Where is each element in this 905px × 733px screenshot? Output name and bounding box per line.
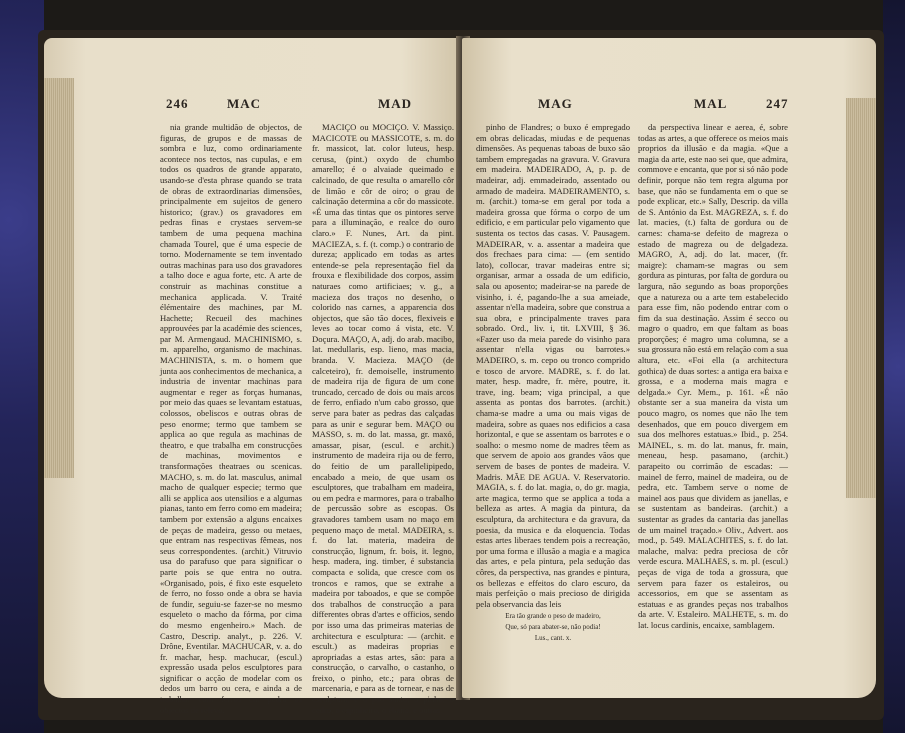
column-text: pinho de Flandres; o buxo é empregado em obras delicadas, miudas e de pequenas dimensões. As pequenas taboas de buxo são tambem empregadas na gravura. V. Gravura em madeira. MADEIRADO, A, p. p. de madeirar, adj. emmadeirado, assentado ou armado de madeira. MADEIRAMENTO, s. m. (archit.) toma-se em geral por toda a madeira grossa que fórma o corpo de um edificio, e em particular pelo vigamento que sustenta os tectos das casas. V. Pausagem. MADEIRAR, v. a. assentar a madeira que dos frechaes para cima: — (em sentido lato), collocar, travar madeiras entre si; organisar, armar a ossada de um edificio, sala ou aposento; madeirar-se na parede de visinho, i. é, pagando-lhe a sua ameiade, assentar n'ella madeira, sobre que construa a sua obra, e principalmente traves para sobrado. Ord., liv. i, tit. LXVIII, § 36. «Fazer uso da meia parede do visinho para assentar n'ella vigas ou barrotes.» MADEIRO, s. m. cepo ou tronco comprido e tosco de arvore. MADRE, s. f. do lat. mater, hesp. madre, fr. mère, poutre, it. trave, ing. beam; viga principal, a que assenta as pontas dos barrotes. (archit.) chama-se madre a uma ou mais vigas de madeira, sobre as quaes nos edificios a casa horizontal, e que se assentam os barrotes e o soalho: o mesmo nome de madres têem as que servem de apoio aos grandes vãos que servem de bases de pontes de madeira. V. Madris. MÃE DE AGUA. V. Reservatorio. MAGIA, s. f. do lat. magia, o, do gr. magia, arte magica, termo que se applica a toda a belleza as artes. A magia da pintura, da esculptura, da architectura e da gravura, da poesia, da musica e da eloquencia. Todas estas artes liberaes tendem pois a recreação, por uma forma e illusão a magia e a magica das artes, e pela pintura, pela sedução das côres, da perspectiva, nas grandes e pintura, os bellezas e effeitos do claro escuro, da mais perfeição o mais precioso de dirigida pela observancia das leis (476, 122, 630, 609)
running-head-left: MAC (227, 96, 262, 111)
open-book (38, 30, 884, 720)
right-page-column-1 (476, 122, 630, 645)
cover-marbling-right (883, 0, 905, 733)
quote-line: Que, só para abater-se, não podia! (505, 622, 601, 631)
left-page-column-1 (160, 122, 302, 715)
column-text: MACIÇO ou MOCIÇO. V. Massiço. MACICOTE ou MASSICOTE, s. m. do fr. massicot, lat. color luteus, hesp. cerusa, (pint.) oxydo de chumbo amarello; é o alvaiade queimado e calcinado, de que resulta o amarello côr de limão e côr de oiro; o grau de calcinação determina a côr do massicote. «É uma das tintas que os pintores serve para a illuminação, e realce do ouro claro.» F. Nunes, Art. da pint. MACIEZA, s. f. (t. comp.) o contrario de dureza; applicado em todas as artes entende-se pela representação fiel da frouxa e flexibilidade dos corpos, assim naturaes como artificiaes; v. g., a macieza dos traços no desenho, o colorido nas carnes, a apparencia dos objectos, que são tão doces, flexiveis e leves ao tocar como á vista, etc. V. Doçura. MAÇO, A, adj. do arab. macibo, lat. medullaris, esp. lieno, mas macia, branda. V. Macieza. MAÇO (de calceteiro), fr. demoiselle, instrumento de madeira rija de figura de um cone truncado, cercado de dois ou mais arcos de ferro, enfiado n'um cabo grosso, que serve para bater as pedras das calçadas para as unir e segurar bem. MAÇO ou MASSO, s. m. do lat. massa, gr. maxó, amassar, pisar, (escul. e archit.) instrumento de madeira rija ou de ferro, do feitio de um parallelipipedo, encabado a meio, de que usam os esculptores, que trabalham em madeira, ou em pedra e marmores, para o trabalho de percussão sobre as escopas. Os gravadores tambem usam no maço em pequeno maço de metal. MADEIRA, s. f. do lat. materia, madeira de construcção, lignum, fr. bois, it. legno, hesp. madera, ing. timber, é substancia compacta e solida, que cresce com os troncos e ramos, que se extrahe a madeira por taboados, e que se compõe dos trabalhos de construcção a para differentes obras d'artes e officios, sendo por isso uma das primeiras materias de architectura e esculptura: — (archit. e escult.) as madeiras proprias e apropriadas a estas artes, são: para a construcção, o carvalho, o castanho, o freixo, o pinho, etc.; para obras de marcenaria, e para as de tornear, e nas de esculptura, e o pao santo, o pinho, o cedro, o espinheiro, o ébano, e outras. (312, 122, 454, 715)
running-head-left: MAG (538, 96, 573, 111)
right-page-column-2 (638, 122, 788, 631)
page-edges-left (44, 78, 74, 478)
page-edges-right (846, 98, 876, 498)
verse-quote (476, 611, 630, 643)
page-number-left: 246 (166, 96, 189, 111)
column-text: nia grande multidão de objectos, de figuras, de grupos e de massas de sombra e luz, como ordinariamente acontece nos tectos, nas cupulas, e em todos os quadros de grande apparato, usando-se d'esta phrase quando se trata de obras de extraordinarias dimensões, principalmente em sujeitos de genero historico; (grav.) os gravadores em pedras finas e crystaes servem-se tambem de uma pequena machina chamada Tourel, que é uma especie de torno. Modernamente se tem inventado outras machinas para uso dos gravadores a talho doce e agua forte, etc. A arte de construir as machinas constitue a mechanica applicada. V. Traité élémentaire des machines, par M. Hachette; Recueil des machines approuvées par la académie des sciences, par M. Armengaud. MACHINISMO, s. m. apparelho, organismo de machinas. MACHINISTA, s. m. o homem que junta aos conhecimentos de mechanica, a industria de inventar machinas para augmentar e reger as forças humanas, por meio das quaes se levantam estatuas, colossos, obeliscos e outras obras de peso enorme; termo que tambem se applica ao que regula as machinas de theatro, e que trabalha em construcções de machinas, movimentos e transformações theatraes ou scenicas. MACHO, s. m. do lat. masculus, animal macho de qualquer especie; termo que alli se applica aos utensilios e a algumas pianas, tanto em ferro como em madeira; tambem por extensão a alguns encaixes de peças de madeira, gesso ou metaes, que entram nas respectivas fêmeas, nos seus correspondentes. (archit.) Vitruvio usa do parafuso que para significar o parte pois se que entra no outra. «Organisado, pois, é fixo este esqueleto de ferro, no fosso onde a obra se havia de fundir, seguiu-se fazer-se no mesmo esqueleto o macho da fórma, por cima do mesmo engenheiro.» Mach. de Castro, Descrip. analyt., p. 226. V. Drône, Eventilar. MACHUCAR, v. a. do fr. machar, hesp. machucar, (escul.) expressão usada pelos esculptores para significar o acção de modelar com os dedos um barro ou cera, e ainda a de trabalhar com ferros em pedra os objectos de relevo. (160, 122, 302, 715)
left-page-column-2 (312, 122, 454, 715)
page-number-right: 247 (766, 96, 789, 111)
running-head-right: MAD (378, 96, 413, 111)
quote-line: Era tão grande o peso de madeiro, (505, 612, 601, 621)
right-page (462, 38, 876, 698)
left-page (44, 38, 464, 715)
running-head-right: MAL (694, 96, 728, 111)
column-text: da perspectiva linear e aerea, é, sobre todas as artes, a que offerece os meios mais proprios da illusão e da magia. «Que a magia da arte, este nao sei que, que admira, commove e encanta, que por si só não pode definir, porque não tem regra alguma por base, que não se fundamenta em o que se pode explicar, etc.» Sally, Descrip. da villa de S. António da Est. MAGREZA, s. f. do lat. macies, (t.) falta de gordura ou de carnes: chama-se defeito de magreza o estado de magreza ou de delgadeza. MAGRO, A, adj. do lat. macer, (fr. maigre): chamam-se magras ou sem gordura as pinturas, por falta de gordura ou largura, não segundo as boas proporções que a natureza ou a arte tem estabelecido para esse fim, não podendo entrar com o fim da sua destinação. Assim é secco ou magro o quadro, em que faltam as boas proporções; é magro uma columna, se a sua grossura não está em relação com a sua altura, etc. «Foi ella (a architectura gothica) de duas sortes: a antiga era baixa e grossa, e a moderna mais magra e delgada.» Cyr. Mem., p. 161. «É não obstante ser a sua maneira da vista um pouco magro, os nomes que não lhe tem desenhados, que em pouco divergem em sua dos melhores estatuas.» Ibid., p. 254. MAINEL, s. m. do lat. manus, fr. main, meneau, hesp. pasamano, (archit.) parapeito ou corrimão de escadas: — mainel de ferro, mainel de madeira, ou de pedra, etc. Tambem serve o nome de mainel aos paus que dividem as janellas, e se sustentam as bandeiras. (archit.) a sustentar as grades da cantaria das janellas de um mainel traçado.» Oliv., Advert. aos mod., p. 549. MALACHITES, s. f. do lat. malache, malva: pedra preciosa de côr verde escura. MALHAES, s. m. pl. (escul.) peças de viga de toda a grossura, que servem para fazer os estaleiros, ou accessorios, em que se assentam as estatuas e as grandes peças nos trabalhos da arte. V. Estaleiro. MALHETE, s. m. do lat. locus cardinis, encaixe, samblagem. (638, 122, 788, 630)
quote-source: Lus., cant. x. (534, 633, 572, 642)
